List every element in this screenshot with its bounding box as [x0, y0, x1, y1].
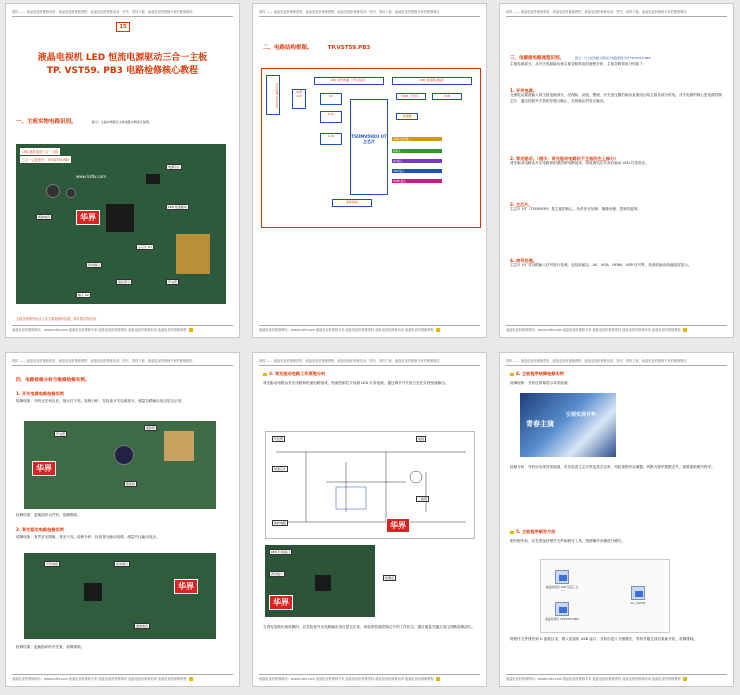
capacitor	[46, 184, 60, 198]
page-4	[5, 352, 240, 687]
bottom-note: 主板实物图中标注了各主要电路的位置，请对照实物识别。	[16, 317, 99, 321]
section-heading: 三、电源板电路流程识别。 提示：以主板电路为例进行电路流程分析 TP.VST59.PB3	[510, 56, 651, 61]
watermark: 华界	[269, 595, 293, 610]
diagram-block: 1.2V	[320, 133, 342, 145]
schematic-label: 取样电阻	[274, 521, 287, 525]
board-label: 整流桥	[126, 482, 136, 486]
case-text: 故障现象：开机无任何反应，指示灯不亮。检修分析：先检查开关电源部分，测量各路输出电压是否正常。	[16, 399, 185, 403]
case-photo	[24, 553, 216, 639]
diagram-block: 电源 12V	[292, 89, 306, 109]
capacitor	[114, 445, 134, 465]
bullet-icon	[263, 373, 267, 376]
page-1	[5, 3, 240, 338]
item-block: 1. 开关电源。 交流电从插座输入到主板电源部分，经保险、滤波、整流、开关变压器后输出直流电压给主板各部分供电。开关电源的核心是电源控制芯片，通过控制开关管的导通与截止，实现稳定的电压输出。	[510, 88, 723, 103]
page-3	[499, 3, 734, 338]
item-block: 3. 主芯片。 主芯片 U7（TSUMV59）是主板的核心，负责信号处理、图像处理、控制功能等。	[510, 202, 642, 212]
diagram-block: 5V	[320, 93, 342, 105]
case-title: 1. 开关电源电路检修实例	[16, 391, 64, 396]
board-photo	[16, 144, 226, 304]
case-title: 5. 主板程序刷写方法	[516, 529, 556, 534]
board-label: 保险管	[146, 426, 156, 430]
case-note: 检修结果：更换损坏元件后，故障排除。	[16, 513, 81, 517]
board-label: 输入 AC	[78, 293, 90, 297]
page-footer: 液晶电视机维修网站：www.lcdtv.com 液晶电视机维修专家 液晶电视机维修资料 液晶电视机维修培训 液晶电视机维修教程	[259, 325, 480, 333]
page-footer: 液晶电视机维修网站：www.lcdtv.com 液晶电视机维修专家 液晶电视机维修资料 液晶电视机维修培训 液晶电视机维修教程	[12, 325, 233, 333]
board-label: 背光接口	[88, 263, 101, 267]
case-text: 故障现象：有声音无图像，背光不亮。检修分析：检查背光驱动电路，测量升压输出电压。	[16, 535, 160, 539]
board-label: 滤波电容	[38, 215, 51, 219]
bottom-paragraph: 当背光电路出现故障时，应先检查升压电路输出电压是否正常，再检查恒流控制芯片的工作状态，通过测量关键点电压判断故障部位。	[263, 625, 476, 629]
file-icon	[631, 586, 645, 600]
main-chip	[106, 204, 134, 232]
case-title: 4. 主板程序故障检修实例	[516, 371, 564, 376]
page-footer: 液晶电视机维修网站：www.lcdtv.com 液晶电视机维修专家 液晶电视机维修资料 液晶电视机维修培训 液晶电视机维修教程	[259, 674, 480, 682]
page-header: 资料 —— 液晶电视机维修资料、液晶电视机维修教程、液晶电视机维修培训、图书、资料下载、液晶电视机维修专家的维修网站	[259, 9, 480, 17]
title-line-2: TP. VST59. PB3 电路检修核心教程	[46, 66, 199, 76]
diagram-block: 存储器	[396, 113, 418, 120]
page-footer: 液晶电视机维修网站：www.lcdtv.com 液晶电视机维修专家 液晶电视机维修资料 液晶电视机维修培训 液晶电视机维修教程	[12, 674, 233, 682]
board-caption-1: LED 液晶电视三合一主板	[22, 150, 58, 154]
page-header: 资料 —— 液晶电视机维修资料、液晶电视机维修教程、液晶电视机维修培训、图书、资料下载、液晶电视机维修专家的维修网站	[12, 9, 233, 17]
board-label: 高压部分	[118, 280, 131, 284]
chip	[84, 583, 102, 601]
schematic-label: 电感	[418, 437, 425, 441]
diagram-block: 开关电源 AC220V	[266, 75, 280, 115]
tag-icon	[189, 677, 193, 681]
board-label: LED 恒流驱动	[168, 205, 187, 209]
item-block: 4. 信号处理。 主芯片 U7 对各路输入信号进行处理，包括高频头、AV、VGA、HDMI、USB 信号等，处理后输出给液晶屏显示。	[510, 258, 692, 268]
tv-screen-photo	[520, 393, 616, 457]
board-label: 升压电感	[46, 562, 59, 566]
bullet-icon	[510, 531, 514, 534]
board-label: 电源芯片	[168, 165, 181, 169]
page-header: 资料 —— 液晶电视机维修资料、液晶电视机维修教程、液晶电视机维修培训、图书、资料下载、液晶电视机维修专家的维修网站	[259, 358, 480, 366]
case-text: 刷写程序前，应先准备好程序文件和刷写工具，按照操作步骤进行刷写。	[510, 539, 625, 543]
case-body: 检修分析：开机后出现异常画面，首先检查主芯片供电是否正常，再检查程序存储器，判断为程序数据丢失，需要重新刷写程序。	[510, 465, 715, 469]
document-title	[16, 52, 229, 78]
diagram-bar: 高频头	[392, 149, 442, 153]
file-icon	[555, 602, 569, 616]
case-title: 3. 背光驱动电路工作原理分析	[269, 371, 326, 376]
watermark: 华界	[174, 579, 198, 594]
section-heading: 一、主板实物电路识别。 提示：主板实物图以主板电路为例进行说明。	[16, 119, 152, 125]
watermark: 华界	[386, 518, 410, 533]
board-label: 开关管	[56, 432, 66, 436]
case-note: 检修结果：更换损坏的升压管，故障排除。	[16, 645, 85, 649]
transformer	[164, 431, 194, 461]
case-text: 背光驱动电路由升压电路和恒流电路组成，恒流控制芯片检测 LED 灯条电流，通过调节开关管占空比实现恒流输出。	[263, 381, 449, 385]
page-footer: 液晶电视机维修网站：www.lcdtv.com 液晶电视机维修专家 液晶电视机维修资料 液晶电视机维修培训 液晶电视机维修教程	[506, 325, 727, 333]
tag-icon	[189, 328, 193, 332]
schematic-label: 恒流芯片	[274, 467, 287, 471]
watermark: 华界	[32, 461, 56, 476]
board-label: 检测点	[385, 576, 395, 580]
diagram-block: 3.3V	[320, 111, 342, 123]
board-label: 背光接口	[116, 562, 129, 566]
file-item[interactable]: bin_VST59	[621, 586, 655, 614]
diagram-bar: VGA 输入	[392, 169, 442, 173]
case-photo	[265, 545, 375, 617]
photo-text: 引领实屏开年	[566, 412, 597, 418]
board-label: 滤波电容	[136, 624, 149, 628]
tag-icon	[683, 677, 687, 681]
tag-icon	[436, 677, 440, 681]
section-heading: 二、电路结构框图。 TP.VST59.PB3	[263, 45, 371, 51]
item-block: 2. 背光驱动。（提示：背光驱动电路位于主板的左上部分） 背光驱动电路由升压电路和恒流控制电路组成，将电源电压升高后驱动 LED 灯条发光。	[510, 156, 649, 166]
intro-paragraph: 主板电源部分，从开关电源输出到主板各路供电的流程分析，主板各路供电分别如下：	[510, 62, 647, 66]
schematic-label: 升压管	[274, 437, 284, 441]
diagram-block: LED 背光电路（升压恒流）	[314, 77, 384, 85]
diagram-block: 遥控接收	[332, 199, 372, 207]
diagram-bar: HDMI 输入	[392, 179, 442, 183]
case-text: 故障现象：开机后屏幕显示异常画面。	[510, 381, 572, 385]
tag-icon	[436, 328, 440, 332]
watermark: 华界	[76, 210, 100, 225]
page-header: 资料 —— 液晶电视机维修资料、液晶电视机维修教程、液晶电视机维修培训、图书、资料下载、液晶电视机维修专家的维修网站	[506, 358, 727, 366]
diagram-bar: AV 输入	[392, 159, 442, 163]
block-diagram	[261, 68, 481, 228]
board-url: www.lcdtv.com	[76, 174, 107, 179]
page-5	[252, 352, 487, 687]
section-heading: 四、电路检修分析与维修检修实例。	[16, 378, 90, 383]
diagram-block: USB	[432, 93, 462, 100]
transformer	[176, 234, 210, 274]
chip	[315, 575, 331, 591]
page-header: 资料 —— 液晶电视机维修资料、液晶电视机维修教程、液晶电视机维修培训、图书、资料下载、液晶电视机维修专家的维修网站	[506, 9, 727, 17]
file-item[interactable]: 液晶电视机 TP.VST59.PB3	[545, 602, 579, 630]
page-header: 资料 —— 液晶电视机维修资料、液晶电视机维修教程、液晶电视机维修培训、图书、资料下载、液晶电视机维修专家的维修网站	[12, 358, 233, 366]
page-footer: 液晶电视机维修网站：www.lcdtv.com 液晶电视机维修专家 液晶电视机维修资料 液晶电视机维修培训 液晶电视机维修教程	[506, 674, 727, 682]
file-browser	[540, 559, 670, 633]
file-item[interactable]: 液晶电视机 LED 恒流三合一	[545, 570, 579, 598]
bottom-paragraph: 将程序文件拷贝到 U 盘根目录，插入电视机 USB 接口，开机后进入升级模式，等待升级完成后重新开机，故障排除。	[510, 637, 698, 641]
page-6	[499, 352, 734, 687]
case-photo	[24, 421, 216, 509]
case-title: 2. 背光驱动电路检修实例	[16, 527, 64, 532]
title-line-1: 液晶电视机 LED 恒流电源驱动三合一主板	[37, 53, 208, 63]
board-label: 开关管	[168, 280, 178, 284]
board-label: 主芯片 U7	[138, 245, 153, 249]
file-icon	[555, 570, 569, 584]
page-badge: 15	[116, 22, 130, 32]
schematic-lines	[266, 432, 476, 540]
diagram-block: LED 恒流驱动输出	[392, 77, 472, 85]
board-caption-2: 三合一主板型号：TP.VST59.PB3	[22, 158, 70, 162]
board-label: 背光接口	[271, 572, 284, 576]
diagram-block: DDR（内存）	[396, 93, 426, 100]
main-chip-block: TSUMV59XU U7 主芯片	[350, 99, 388, 195]
capacitor	[66, 188, 76, 198]
diagram-bar: 音频功放电路	[392, 137, 442, 141]
photo-text: 青春主演	[526, 420, 554, 428]
board-label: LED 灯条接口	[271, 550, 290, 554]
circuit-schematic	[265, 431, 475, 539]
schematic-label: 二极管	[418, 497, 428, 501]
page-2	[252, 3, 487, 338]
bullet-icon	[510, 373, 514, 376]
tag-icon	[683, 328, 687, 332]
memory-chip	[146, 174, 160, 184]
